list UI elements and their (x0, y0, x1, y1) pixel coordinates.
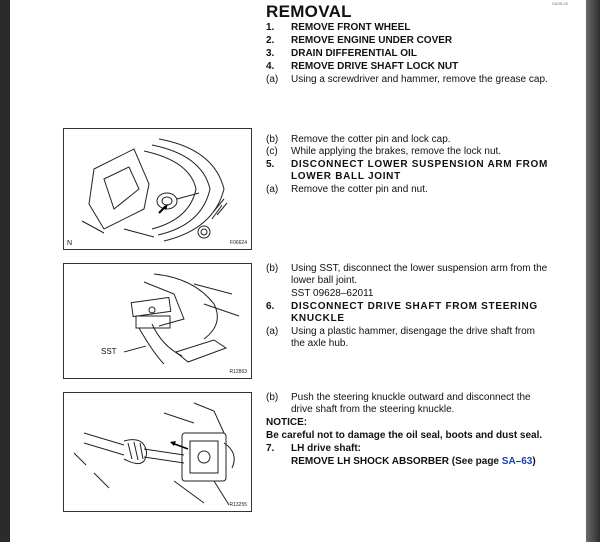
substep-letter: (a) (266, 184, 279, 195)
hub-illustration (64, 129, 251, 249)
substep-text: Using a screwdriver and hammer, remove the grease cap. (291, 74, 548, 85)
notice-text: Be careful not to damage the oil seal, boots and dust seal. (266, 430, 543, 441)
page-code: SA0B-05 (551, 1, 568, 6)
step-number: 6. (266, 301, 275, 312)
substep-text: Push the steering knuckle outward and disconnect the (291, 392, 531, 403)
substep-text-cont: drive shaft from the steering knuckle. (291, 404, 455, 415)
figure-front-hub (63, 128, 252, 250)
page-title: REMOVAL (266, 2, 352, 21)
window-left-frame (0, 0, 10, 542)
notice-label: NOTICE: (266, 417, 308, 428)
substep-letter: (a) (266, 326, 279, 337)
substep-text-cont: lower ball joint. (291, 275, 358, 286)
step-title: LH drive shaft: (291, 443, 362, 454)
step-title: REMOVE DRIVE SHAFT LOCK NUT (291, 61, 459, 72)
cross-ref-suffix: ) (532, 456, 536, 467)
step-title: DRAIN DIFFERENTIAL OIL (291, 48, 417, 59)
step-number: 5. (266, 159, 275, 170)
figure-id: F06624 (230, 240, 247, 246)
figure-corner-label: N (67, 240, 73, 247)
figure-drive-shaft (63, 392, 252, 512)
sst-part-number: SST 09628–62011 (291, 288, 374, 299)
step-number: 3. (266, 48, 275, 59)
substep-text: Using SST, disconnect the lower suspension arm from the (291, 263, 548, 274)
sst-illustration (64, 264, 251, 378)
step-title-cont: KNUCKLE (291, 313, 345, 324)
substep-letter: (b) (266, 134, 279, 145)
substep-letter: (a) (266, 74, 279, 85)
substep-letter: (b) (266, 392, 279, 403)
step-title-cont (291, 456, 536, 468)
step-title: REMOVE ENGINE UNDER COVER (291, 35, 453, 46)
figure-sst-ball-joint (63, 263, 252, 379)
step-number: 7. (266, 443, 275, 454)
step-title: DISCONNECT LOWER SUSPENSION ARM FROM (291, 159, 549, 170)
substep-text: Using a plastic hammer, disengage the drive shaft from (291, 326, 536, 337)
step-title: REMOVE FRONT WHEEL (291, 22, 411, 33)
step-title: DISCONNECT DRIVE SHAFT FROM STEERING (291, 301, 538, 312)
substep-text: Remove the cotter pin and lock cap. (291, 134, 451, 145)
page-link-sa-63[interactable]: SA–63 (501, 456, 533, 467)
step-number: 2. (266, 35, 275, 46)
substep-letter: (c) (266, 146, 278, 157)
step-number: 4. (266, 61, 275, 72)
manual-page (10, 0, 586, 542)
substep-text: Remove the cotter pin and nut. (291, 184, 428, 195)
step-title-cont: LOWER BALL JOINT (291, 171, 401, 182)
figure-id: R13255 (229, 502, 247, 508)
cross-ref-prefix: REMOVE LH SHOCK ABSORBER (See page (291, 456, 502, 467)
substep-text-cont: the axle hub. (291, 338, 349, 349)
substep-text: While applying the brakes, remove the lock nut. (291, 146, 502, 157)
substep-letter: (b) (266, 263, 279, 274)
drive-shaft-illustration (64, 393, 251, 511)
sst-label: SST (101, 347, 117, 356)
window-scrollbar[interactable] (586, 0, 600, 542)
figure-id: R12863 (229, 369, 247, 375)
step-number: 1. (266, 22, 275, 33)
